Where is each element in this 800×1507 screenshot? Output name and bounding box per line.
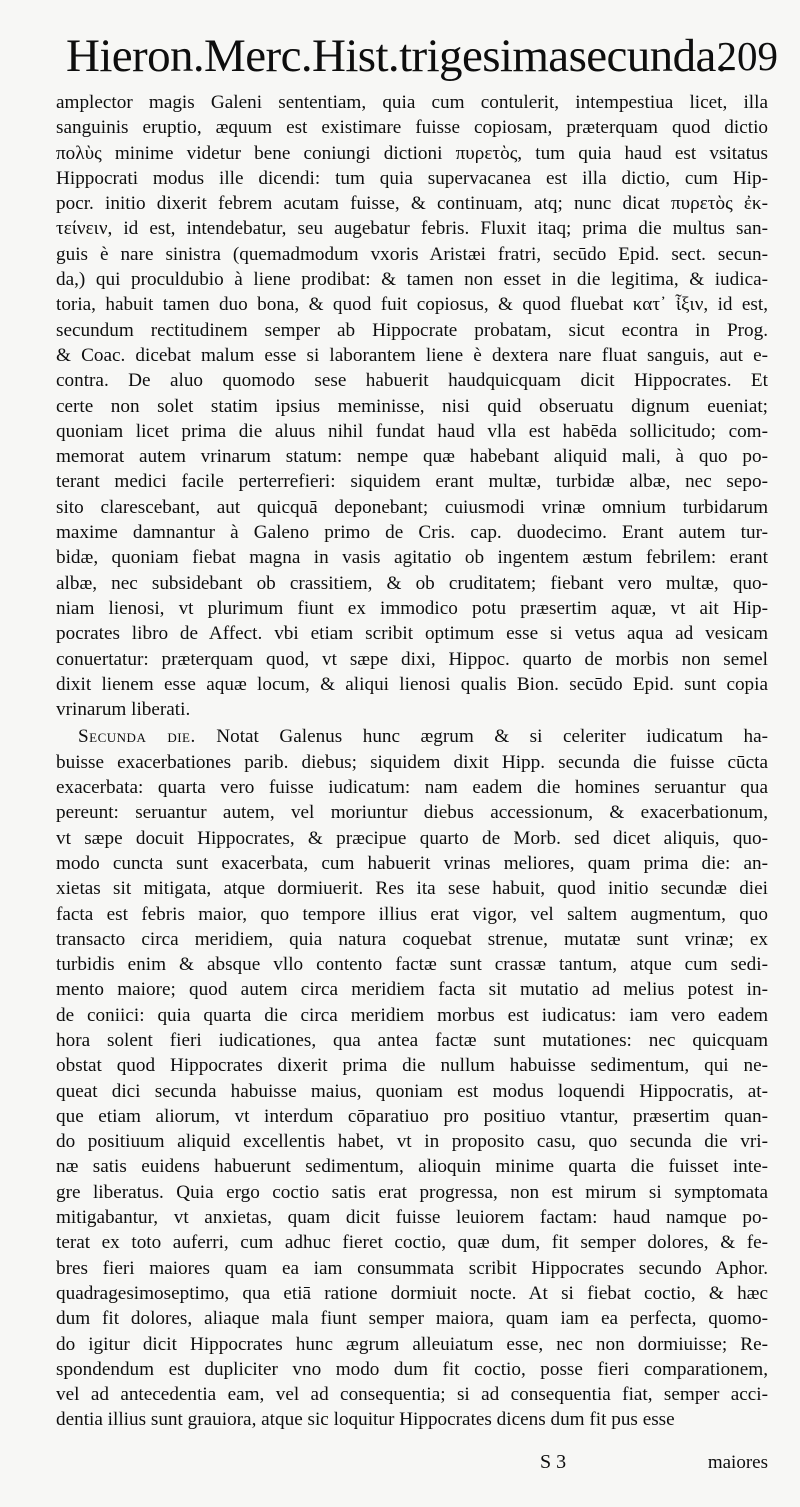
text-line (56, 166, 768, 191)
line-text: niam lienosi, vt plurimum fiunt ex immodico potu præsertim aquæ, vt ait Hip- (56, 597, 768, 619)
line-text: obstat quod Hippocrates dixerit prima die nullum habuisse sedimentum, qui ne- (56, 1055, 768, 1077)
line-text: conuertatur: præterquam quod, vt sæpe dixi, Hippoc. quarto de morbis non semel (56, 648, 768, 670)
section-heading: Secunda die. (78, 726, 196, 748)
text-line (56, 1154, 768, 1179)
line-text: xietas sit mitigata, atque dormiuerit. Res ita sese habuit, quod initio secundæ diei (56, 878, 768, 900)
text-line (56, 1180, 768, 1205)
line-text: sito clarescebant, aut quicquā deponebant; cuiusmodi vrinæ omnium turbidarum (56, 496, 768, 518)
line-text: terat ex toto auferri, cum adhuc fieret coctio, quæ dum, fit semper dolores, & fe- (56, 1232, 768, 1254)
text-line (56, 1382, 768, 1407)
text-line (56, 952, 768, 977)
line-text: guis è nare sinistra (quemadmodum vxoris Aristæi fratri, secūdo Epid. sect. secun- (56, 243, 768, 265)
line-text: terant medici facile perterrefieri: siquidem erant multæ, turbidæ albæ, nec sepo- (56, 471, 768, 493)
text-line (56, 343, 768, 368)
text-line (56, 520, 768, 545)
line-text: Notat Galenus hunc ægrum & si celeriter iudicatum ha- (195, 726, 768, 748)
text-line (56, 90, 768, 115)
line-text: pereunt: seruantur autem, vel moriuntur diebus accessionum, & exacerbationum, (56, 802, 768, 824)
text-line (56, 621, 768, 646)
line-text: que etiam aliorum, vt interdum cōparatiuo pro positiuo vtantur, præsertim quan- (56, 1105, 768, 1127)
line-text: dixit lienem esse aquæ locum, & aliqui lienosi qualis Bion. secūdo Epid. sunt copia (56, 673, 768, 695)
line-text: toria, habuit tamen duo bona, & quod fuit copiosus, & quod fluebat κατ᾽ ἶξιν, id est, (56, 294, 768, 316)
text-line (56, 115, 768, 140)
line-text: sanguinis eruptio, æquum est existimare fuisse copiosam, præterquam quod dictio (56, 117, 768, 139)
catchword: maiores (707, 1452, 768, 1473)
text-line (56, 775, 768, 800)
line-text: mento maiore; quod autem circa meridiem facta sit mutatio ad melius potest in- (56, 979, 768, 1001)
line-text: albæ, nec subsidebant ob crassitiem, & ob cruditatem; fiebant vero multæ, quo- (56, 572, 768, 594)
text-line (56, 394, 768, 419)
text-line (56, 876, 768, 901)
text-line (56, 800, 768, 825)
text-line (56, 672, 768, 697)
line-text: amplector magis Galeni sententiam, quia cum contulerit, intempestiua licet, illa (56, 92, 768, 113)
text-line (56, 419, 768, 444)
text-line (56, 977, 768, 1002)
line-text: secundum rectitudinem semper ab Hippocrate probatam, sicut econtra in Prog. (56, 319, 768, 341)
text-line (56, 1332, 768, 1357)
paragraph-first (56, 90, 768, 722)
line-text: spondendum est dupliciter vno modo dum fit coctio, posse fieri comparationem, (56, 1358, 768, 1380)
running-head (66, 26, 778, 86)
line-text: facta est febris maior, quo tempore illius erat vigor, vel saltem augmentum, quo (56, 903, 768, 925)
line-text: vel ad antecedentia eam, vel ad consequentia; si ad consequentia fiat, semper acci- (56, 1384, 768, 1406)
line-text: queat dici secunda habuisse maius, quoniam est modus loquendi Hippocratis, at- (56, 1080, 768, 1102)
text-line (56, 368, 768, 393)
text-line (56, 495, 768, 520)
text-line (56, 191, 768, 216)
text-line (56, 1205, 768, 1230)
text-line (56, 1028, 768, 1053)
text-line (56, 1003, 768, 1028)
line-text: bres fieri maiores quam ea iam consummata scribit Hippocrates secundo Aphor. (56, 1257, 768, 1279)
line-text: quadragesimoseptimo, qua etiā ratione dormiuit nocte. At si fiebat coctio, & hæc (56, 1282, 768, 1304)
line-text: certe non solet statim ipsius meminisse, nisi quid obseruatu dignum eueniat; (56, 395, 768, 417)
text-line (56, 444, 768, 469)
text-line (56, 1306, 768, 1331)
text-line (56, 697, 768, 722)
line-text: pocr. initio dixerit febrem acutam fuisse, & continuam, atq; nunc dicat πυρετὸς ἐκ- (56, 193, 768, 215)
text-line (56, 1053, 768, 1078)
line-text: vt sæpe docuit Hippocrates, & præcipue quarto de Morb. sed dicet aliquis, quo- (56, 827, 768, 849)
text-line (56, 1281, 768, 1306)
line-text: næ satis euidens habuerunt sedimentum, alioquin minime quarta die fuisset inte- (56, 1156, 768, 1178)
line-text: quoniam licet prima die aluus nihil fundat haud vlla est habēda sollicitudo; com- (56, 420, 768, 442)
text-line (56, 750, 768, 775)
text-line (56, 242, 768, 267)
line-text: transacto circa meridiem, quia natura coquebat strenue, mutatæ sunt vrinæ; ex (56, 928, 768, 950)
line-text: contra. De aluo quomodo sese habuerit haudquicquam dicit Hippocrates. Et (56, 370, 768, 392)
line-text: τείνειν, id est, intendebatur, seu augebatur febris. Fluxit itaq; prima die multus san- (56, 218, 768, 240)
signature-mark: S 3 (540, 1451, 567, 1473)
text-line (56, 1230, 768, 1255)
line-text: do igitur dicit Hippocrates hunc ægrum alleuiatum esse, nec non dormiuisse; Re- (56, 1333, 768, 1355)
body-text (56, 90, 768, 1433)
text-line (56, 469, 768, 494)
text-line (56, 724, 768, 749)
text-line (56, 267, 768, 292)
text-line (56, 1407, 768, 1432)
text-line (56, 1256, 768, 1281)
text-line (56, 647, 768, 672)
line-text: buisse exacerbationes parib. diebus; siquidem dixit Hipp. secunda die fuisse cūcta (56, 751, 768, 773)
line-text: da,) qui proculdubio à liene prodibat: & tamen non esset in die legitima, & iudica- (56, 269, 768, 291)
text-line (56, 292, 768, 317)
text-line (56, 545, 768, 570)
line-text: modo cuncta sunt exacerbata, cum habuerit vrinas meliores, quam prima die: an- (56, 852, 768, 874)
line-text: vrinarum liberati. (56, 699, 191, 721)
line-text: & Coac. dicebat malum esse si laborantem liene è dextera nare fluat sanguis, aut e- (56, 344, 768, 366)
text-line (56, 851, 768, 876)
line-text: dentia illius sunt grauiora, atque sic loquitur Hippocrates dicens dum fit pus esse (56, 1409, 675, 1431)
text-line (56, 571, 768, 596)
text-line (56, 826, 768, 851)
line-text: exacerbata: quarta vero fuisse iudicatum: nam eadem die homines seruantur qua (56, 777, 768, 799)
line-text: turbidis enim & absque vllo contento factæ sunt crassæ tantum, atque cum sedi- (56, 954, 768, 976)
line-text: Hippocrati modus ille dicendi: tum quia supervacanea est illa dictio, cum Hip- (56, 167, 768, 189)
line-text: bidæ, quoniam fiebat magna in vasis agitatio ob ingentem æstum febrilem: erant (56, 547, 768, 569)
line-text: do positiuum aliquid excellentis habet, vt in proposito casu, quo secunda die vri- (56, 1131, 768, 1153)
text-line (56, 318, 768, 343)
text-line (56, 1129, 768, 1154)
text-line (56, 927, 768, 952)
line-text: memorat autem vrinarum statum: nempe quæ habebant aliquid mali, à quo po- (56, 446, 768, 468)
text-line (56, 902, 768, 927)
line-text: mitigabantur, vt anxietas, quam dicit fuisse leuiorem factam: haud namque po- (56, 1207, 768, 1229)
line-text: hora solent fieri iudicationes, qua antea factæ sunt mutationes: nec quicquam (56, 1029, 768, 1051)
text-line (56, 1079, 768, 1104)
line-text: de coniici: quia quarta die circa meridiem morbus est iudicatus: iam vero eadem (56, 1004, 768, 1026)
text-line (56, 141, 768, 166)
running-title: Hieron.Merc.Hist.trigesimasecunda. (66, 30, 727, 82)
page-number: 209 (716, 33, 778, 79)
line-text: dum fit dolores, aliaque mala fiunt semper maiora, quam iam ea perfecta, quomo- (56, 1308, 768, 1330)
text-line (56, 596, 768, 621)
line-text: pocrates libro de Affect. vbi etiam scribit optimum esse si vetus aqua ad vesicam (56, 623, 768, 645)
line-text: πολὺς minime videtur bene coniungi dictioni πυρετὸς, tum quia haud est vsitatus (56, 142, 768, 164)
paragraph-secunda-die (56, 724, 768, 1432)
text-line (56, 1104, 768, 1129)
line-text: maxime damnantur à Galeno primo de Cris. cap. duodecimo. Erant autem tur- (56, 522, 768, 544)
line-text: gre liberatus. Quia ergo coctio satis erat progressa, non est mirum si symptomata (56, 1181, 768, 1203)
text-line (56, 1357, 768, 1382)
text-line (56, 216, 768, 241)
